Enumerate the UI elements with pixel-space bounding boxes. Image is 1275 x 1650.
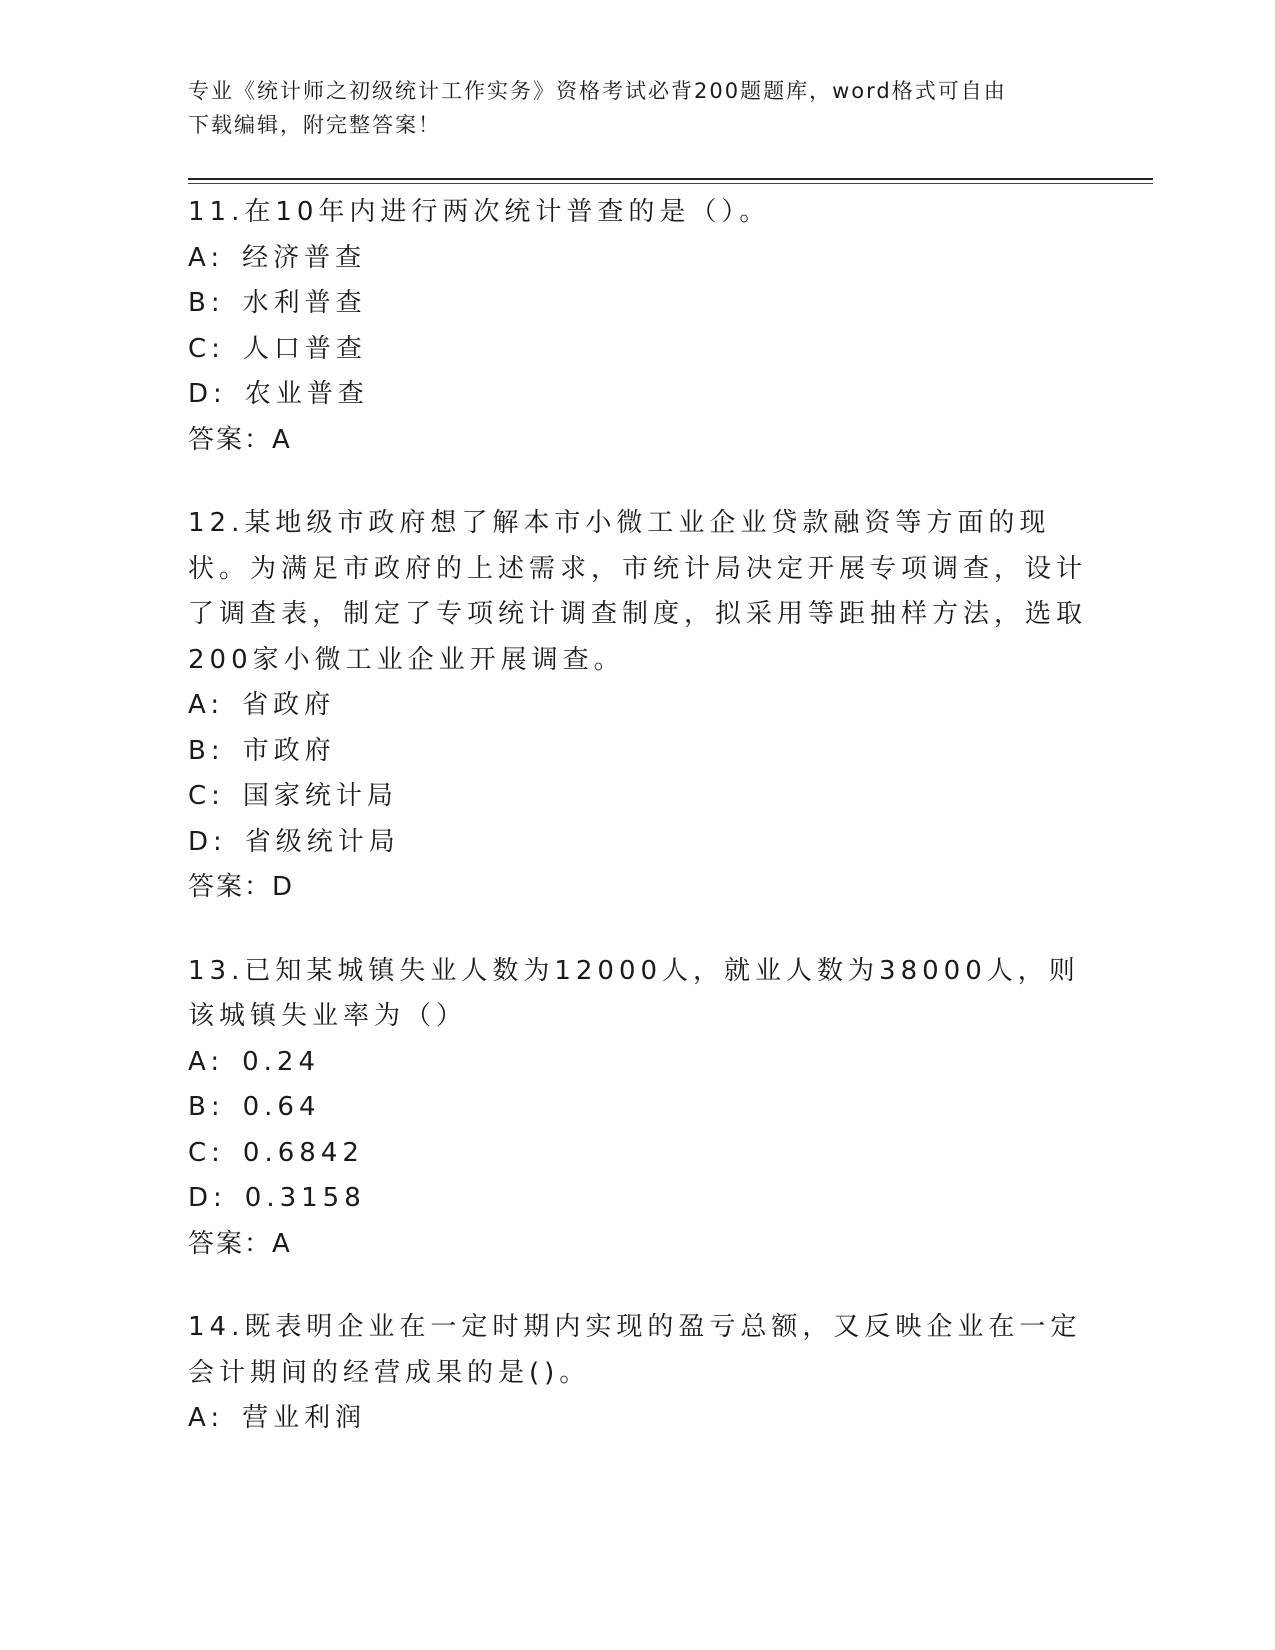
answer-line: 答案：D [188,872,295,902]
option-label: D: [188,826,227,857]
option-a [188,683,1153,729]
option-text: 经济普查 [242,242,367,273]
option-label: A: [188,1046,225,1077]
option-text: 国家统计局 [242,781,398,811]
option-label: D: [188,1183,227,1213]
header-divider-thin [188,183,1153,184]
question-text: 11.在10年内进行两次统计普查的是（）。 [188,197,771,227]
option-text: 0.24 [242,1046,320,1077]
answer-line: 答案：A [188,1228,292,1259]
question-text: 14.既表明企业在一定时期内实现的盈亏总额，又反映企业在一定会计期间的经营成果的是()。 [188,1312,1082,1388]
option-b [188,1085,1153,1131]
option-text: 市政府 [242,735,336,766]
option-d [188,820,1153,866]
document-page [188,0,1153,1650]
option-label: A: [188,690,225,720]
option-c [188,327,1153,373]
option-text: 水利普查 [242,288,367,318]
option-text: 农业普查 [244,379,369,409]
option-c [188,774,1153,820]
option-d [188,372,1153,418]
option-label: A: [188,1403,225,1433]
option-label: C: [188,781,225,811]
option-label: C: [188,333,225,364]
option-text: 0.64 [242,1092,321,1122]
option-text: 省级统计局 [244,826,400,857]
option-text: 0.6842 [242,1137,364,1168]
question-list [188,190,1153,1480]
option-d [188,1176,1153,1222]
option-text: 0.3158 [244,1183,366,1213]
question-13 [188,949,1153,1268]
option-text: 省政府 [242,690,336,720]
document-header [188,74,1068,142]
header-line-2: 下载编辑，附完整答案！ [188,113,441,137]
option-text: 人口普查 [242,333,367,364]
question-text: 13.已知某城镇失业人数为12000人，就业人数为38000人，则该城镇失业率为（） [188,955,1080,1031]
option-label: A: [188,242,225,273]
question-14 [188,1305,1153,1442]
option-label: B: [188,1092,225,1122]
question-text: 12.某地级市政府想了解本市小微工业企业贷款融资等方面的现状。为满足市政府的上述需求，市统计局决定开展专项调查，设计了调查表，制定了专项统计调查制度，拟采用等距抽样方法，选取200家小微工业企业开展调查。 [188,508,1088,675]
question-12 [188,501,1153,911]
option-text: 营业利润 [242,1403,367,1433]
option-label: B: [188,288,225,318]
answer-line: 答案：A [188,424,292,455]
option-b [188,281,1153,327]
header-divider-thick [188,178,1153,180]
option-label: C: [188,1137,225,1168]
option-label: D: [188,379,227,409]
question-11 [188,190,1153,463]
option-a [188,236,1153,282]
option-a [188,1396,1153,1442]
header-line-1: 专业《统计师之初级统计工作实务》资格考试必背200题题库，word格式可自由 [188,79,1007,103]
option-a [188,1040,1153,1086]
option-b [188,729,1153,775]
option-label: B: [188,735,225,766]
option-c [188,1131,1153,1177]
